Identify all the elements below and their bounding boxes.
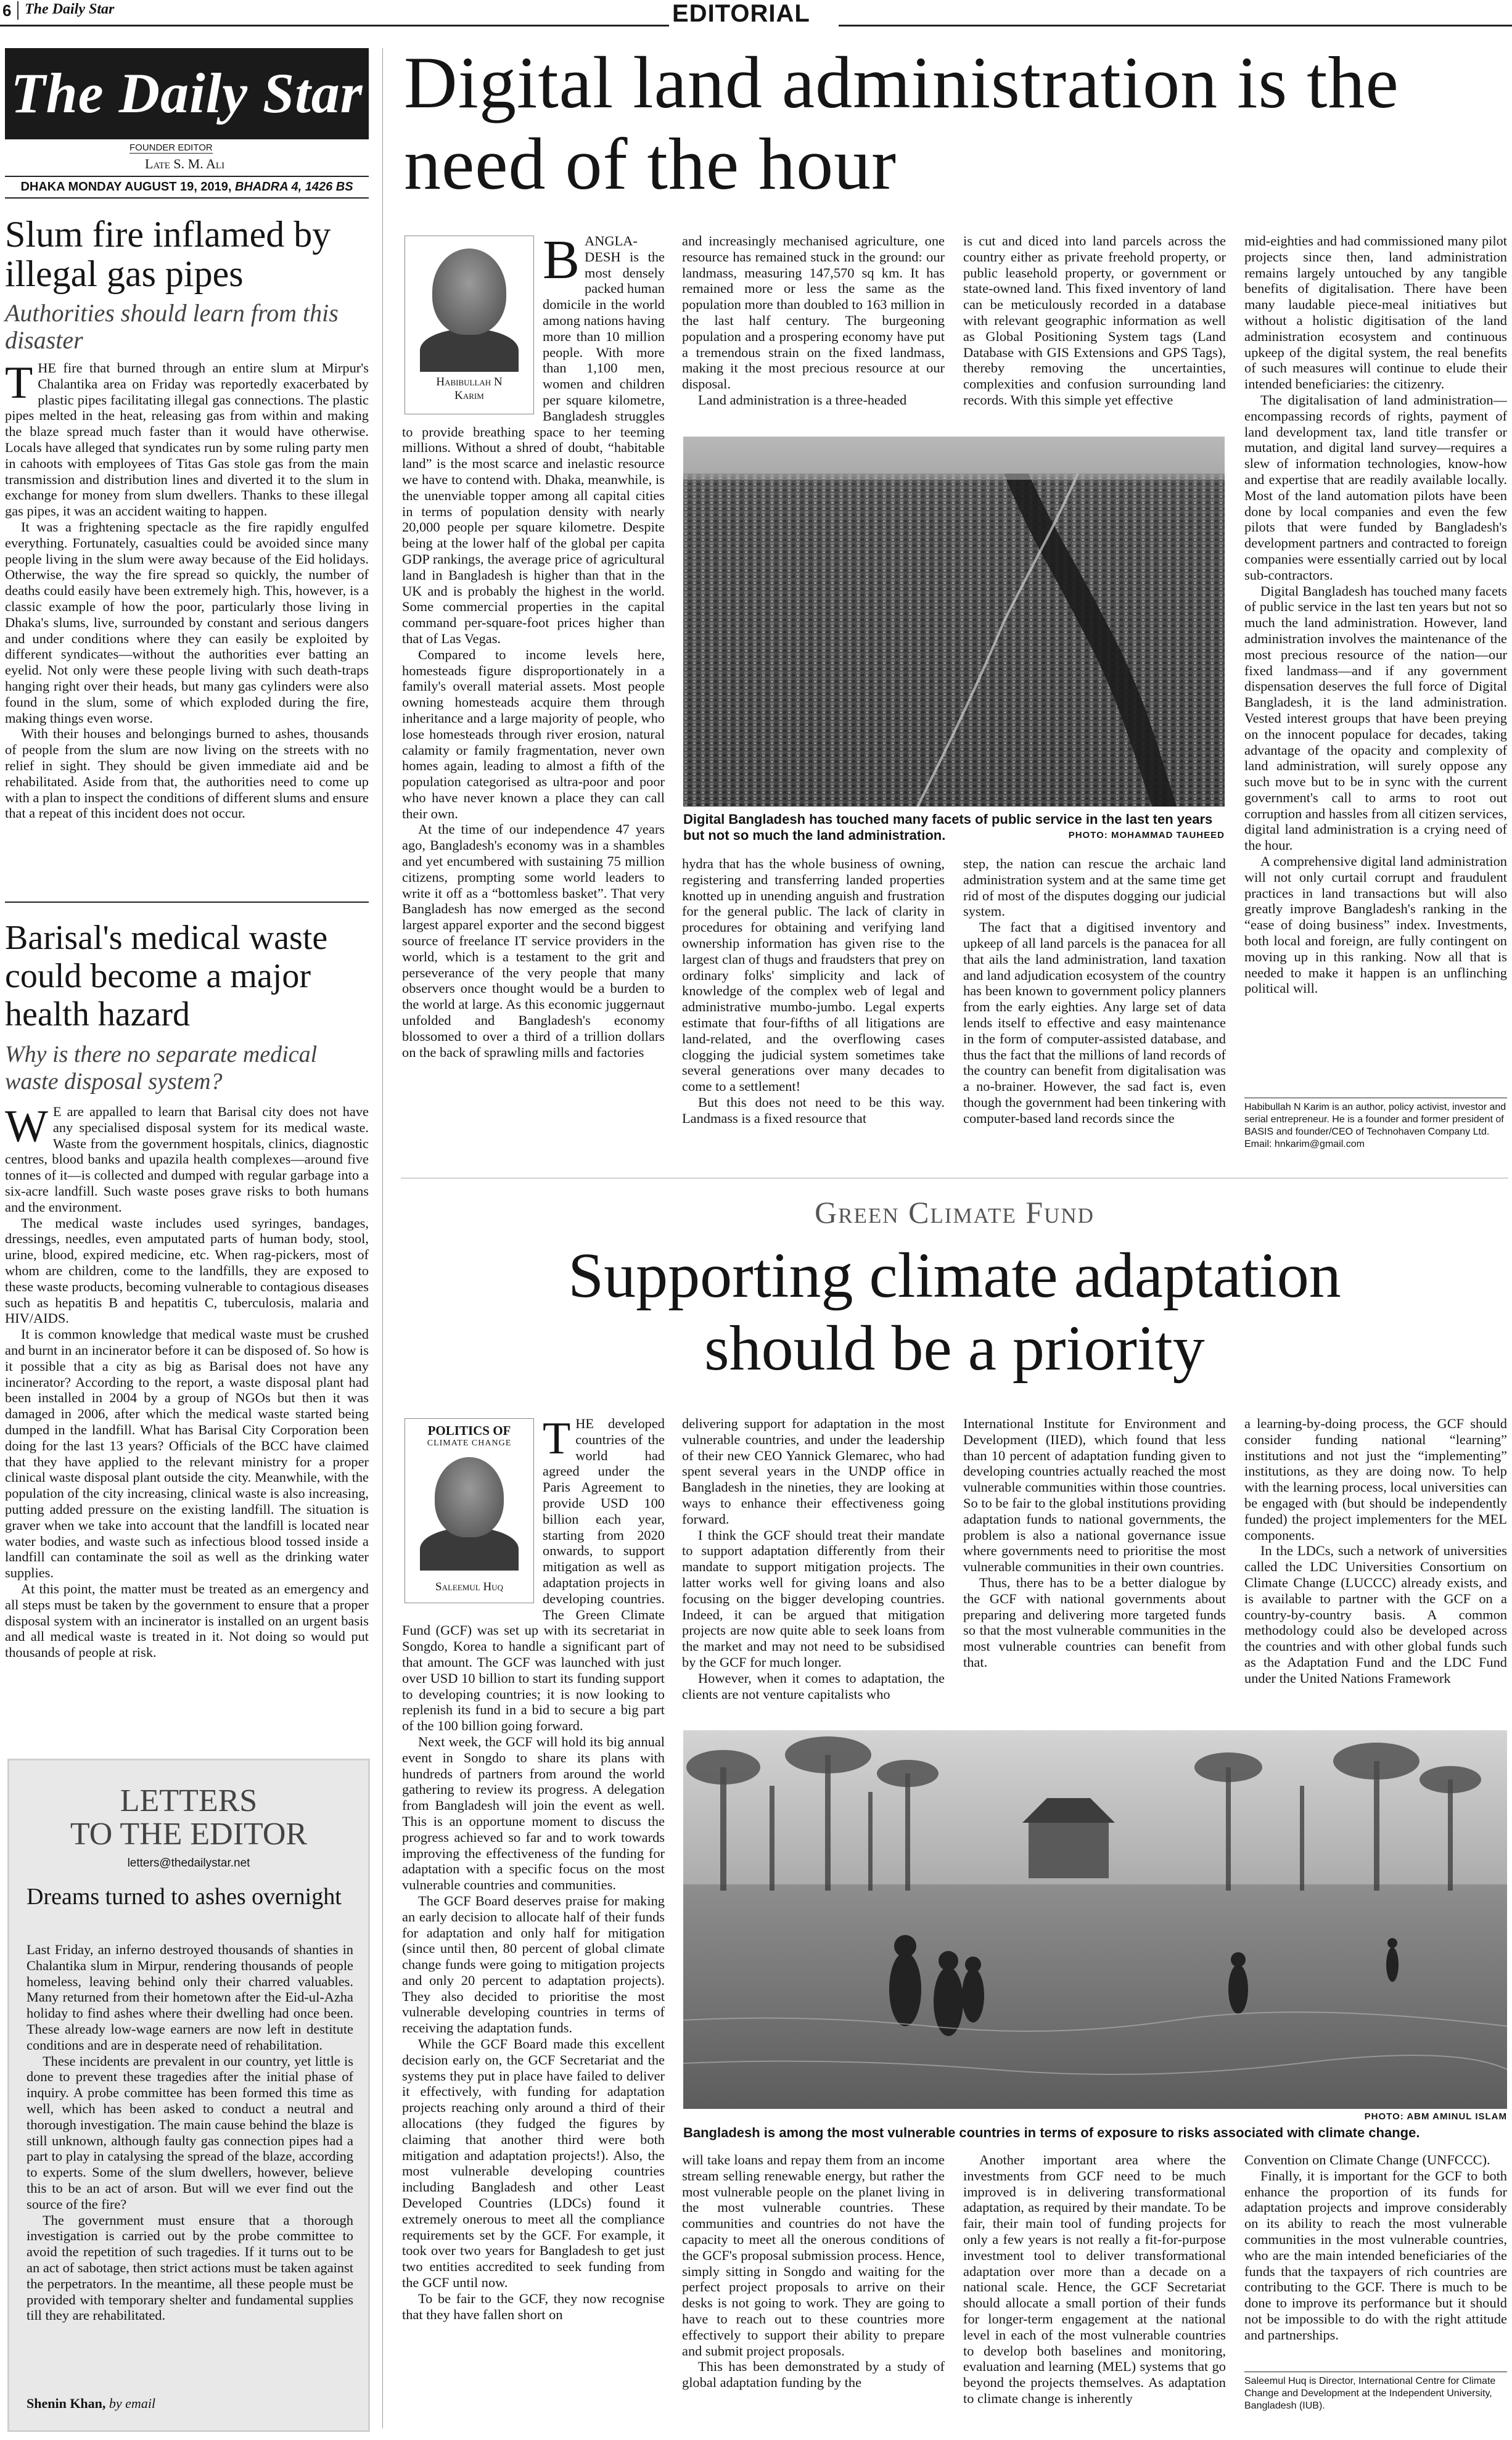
editorial2-dropcap: W: [5, 1104, 48, 1152]
editorial1-title: Slum fire inflamed by illegal gas pipes: [5, 214, 331, 294]
column-label: POLITICS OF: [427, 1423, 511, 1438]
article1-col4: [1244, 233, 1507, 1096]
article2-col3-bottom: [963, 2152, 1226, 2430]
column-label-sub: CLIMATE CHANGE: [427, 1439, 512, 1448]
article2-paragraph: Next week, the GCF will hold its big annual event in Songdo to share its plans with hundreds of partners from around the world gathering to review its progress. A delegation from Bangladesh will join the event as well. This is an opportune moment to discuss the progress achieved so far and to work towards improving the effectiveness of the funding for adaptation with a specific focus on the most vulnerable countries and communities.: [402, 1733, 665, 1893]
article1-title: Digital land administration is the need of the hour: [404, 41, 1399, 205]
article1-paragraph: At the time of our independence 47 years ago, Bangladesh's economy was in a shambles and yet encumbered with sustaining 75 million citizens, prompting some world leaders to write it off as a “bottomless basket”. That very Bangladesh has now emerged as the second largest apparel exporter and the second biggest source of freelance IT service providers in the world, which is a testament to the grit and perseverance of the very people that many observers once thought would be a burden to the world at large. As this economic juggernaut unfolded and Bangladesh's economy blossomed to over a third of a trillion dollars on the back of sprawling mills and factories: [402, 821, 665, 1060]
article1-bio: Habibullah N Karim is an author, policy activist, investor and serial entrepreneur. He is a founder and former president of BASIS and founder/CEO of Technohaven Company Ltd. Email: hnkarim@gmail.com: [1244, 1102, 1506, 1149]
letters-heading-sub: TO THE EDITOR: [70, 1817, 308, 1852]
article1-photo: [683, 437, 1225, 807]
section-label: EDITORIAL: [672, 0, 810, 27]
article2-photo-caption: Bangladesh is among the most vulnerable countries in terms of exposure to risks associated with climate change.: [683, 2125, 1420, 2140]
article2-author: Saleemul Huq: [435, 1580, 503, 1593]
aerial-city-photo: [683, 437, 1225, 807]
editorial1-subtitle: Authorities should learn from this disaster: [5, 299, 339, 354]
article2-paragraph: To be fair to the GCF, they now recognise that they have fallen short on: [402, 2290, 665, 2322]
article1-paragraph: A comprehensive digital land administration will not only curtail corrupt and fraudulent practices in land transactions but will also greatly improve Bangladesh's ranking in the “ease of doing business” index. Investments, both local and foreign, are fully contingent on moving up in this ranking. Now all that is needed to make it happen is an unflinching political will.: [1244, 853, 1507, 996]
article1-paragraph: mid-eighties and had commissioned many pilot projects since then, land administration remains largely untouched by any tangible benefits of digitalisation. There have been many laudable piece-meal initiatives but without a holistic digitisation of the land administration ecosystem and continuous upkeep of the digital system, the real benefits of such measures will continue to elude their intended beneficiaries: the citizenry.: [1244, 233, 1507, 392]
article1-paragraph: But this does not need to be this way. Landmass is a fixed resource that: [682, 1094, 945, 1126]
editorial2-paragraph: The medical waste includes used syringes, bandages, dressings, needles, even amputated parts of human body, stool, urine, blood, expired medicine, etc. When rag-pickers, most of whom are children, come to the landfills, they are exposed to these waste products, becoming vulnerable to contagious diseases such as hepatitis B and hepatitis C, tuberculosis, malaria and HIV/AIDS.: [5, 1215, 369, 1326]
article2-col4-bottom: [1244, 2152, 1507, 2368]
letters-box: [7, 1759, 370, 2432]
flood-photo: [683, 1730, 1507, 2109]
article2-paragraph: Another important area where the investments from GCF need to be much improved is in delivering transformational adaptation, as required by their mandate. To be fair, their main tool of funding projects for only a few years is not really a fit-for-purpose investment tool to deliver transformational adaptation over more than a decade on a national scale. Hence, the GCF Secretariat should allocate a small portion of their funds for longer-term engagement at the national level in each of the most vulnerable countries to develop both baselines and monitoring, evaluation and learning (MEL) systems that go beyond the projects themselves. As adaptation to climate change is inherently: [963, 2152, 1226, 2406]
article1-author-last: Karim: [454, 389, 484, 402]
article1-col3-bottom: [963, 856, 1226, 1164]
article2-col4-top: [1244, 1416, 1507, 1724]
article1-paragraph: The digitalisation of land administration—encompassing records of rights, payment of land development tax, land title transfer or mutation, and digital land survey—requires a slew of information technologies, know-how and expertise that are readily available locally. Most of the land automation pilots have been done by local companies and even the few pilots that were funded by Bangladesh's development partners and contracted to foreign companies were essentially carried out by local sub-contractors.: [1244, 392, 1507, 583]
masthead-logo: The Daily Star: [10, 62, 363, 125]
article2-paragraph: Thus, there has to be a better dialogue by the GCF with national governments about preparing and delivering more targeted funds so that the most vulnerable communities in the most vulnerable countries can benefit from that.: [963, 1574, 1226, 1670]
article1-paragraph: The fact that a digitised inventory and upkeep of all land parcels is the panacea for all that ails the land administration, land taxation and land adjudication ecosystem of the country has been known to government policy planners from the early eighties. Any large set of data lends itself to effective and easy maintenance in the form of computer-assisted database, and thus the fact that the millions of land records of the country can benefit from digitalisation was a no-brainer. However, the sad fact is, even though the government had been tinkering with computer-based land records since the: [963, 919, 1226, 1126]
article1-col1: [402, 233, 665, 1164]
article2-col2-bottom: [682, 2152, 945, 2430]
letters-heading: LETTERS: [120, 1783, 258, 1818]
article2-paragraph: will take loans and repay them from an income stream selling renewable energy, but rather the most vulnerable people on the planet living in the most vulnerable countries. These communities and countries do not have the capacity to meet all the onerous conditions of the GCF's proposal submission process. Hence, simply sitting in Songdo and waiting for the perfect project proposals to arrive on their desks is not going to work. They are going to have to reach out to these countries more effectively to support their ability to prepare and submit project proposals.: [682, 2152, 945, 2359]
page-number: 6: [2, 1, 12, 20]
article2-paragraph: delivering support for adaptation in the most vulnerable countries, and under the leadership of their new CEO Yannick Glemarec, who had spent several years in the UNDP office in Bangladesh in the nineties, they are looking at ways to enhance their effectiveness going forward.: [682, 1416, 945, 1527]
column-divider: [382, 48, 383, 2428]
article2-title: [401, 1239, 1508, 1385]
article2-paragraph: Finally, it is important for the GCF to both enhance the proportion of its funds for adaptation projects and improve considerably on its ability to reach the most vulnerable communities in the most vulnerable countries, who are the main intended beneficiaries of the funds that the taxpayers of rich countries are contributing to the GCF. There is much to be done to improve its performance but it should not be impossible to do with the right attitude and partnerships.: [1244, 2167, 1507, 2343]
article1-paragraph: Land administration is a three-headed: [698, 392, 907, 408]
article1-paragraph: is cut and diced into land parcels across the country either as private freehold property, or public leasehold property, or government or state-owned land. This fixed inventory of land can be meticulously recorded in a database with relevant geographic information as well as Global Positioning System tags (Land Database with GIS Extensions and GPS Tags), thereby removing the uncertainties, complexities and confusion surrounding land records. With this simple yet effective: [963, 233, 1226, 408]
article2-bio: Saleemul Huq is Director, International Centre for Climate Change and Development at the Independent University, Bangladesh (IUB).: [1244, 2376, 1496, 2411]
article2-title-line2: should be a priority: [704, 1313, 1205, 1384]
article1-col2-bottom: [682, 856, 945, 1164]
article1-paragraph: Compared to income levels here, homesteads figure disproportionately in a family's overall material assets. Most people owning homesteads acquire them through inheritance and a large majority of people, who lose homesteads through river erosion, natural calamity or family fragmentation, never own homes again, leading to almost a fifth of the population categorised as ultra-poor and poor who have never known a place they can call their own.: [402, 646, 665, 821]
dateline-rule-top: [5, 176, 369, 177]
article1-photo-caption: Digital Bangladesh has touched many facets of public service in the last ten years but not so much the land administration.: [683, 811, 1213, 843]
article2-dropcap: T: [543, 1416, 571, 1464]
article2-title-line1: Supporting climate adaptation: [568, 1240, 1341, 1311]
letter-signoff-via: by email: [109, 2396, 156, 2411]
header-rule-right: [839, 25, 1512, 27]
editorial2-subtitle: Why is there no separate medical waste disposal system?: [5, 1041, 318, 1095]
editorial2-body: [5, 1104, 369, 1739]
founder-name: Late S. M. Ali: [145, 156, 225, 171]
letters-email: letters@thedailystar.net: [127, 1857, 250, 1870]
article2-paragraph: However, when it comes to adaptation, the clients are not venture capitalists who: [682, 1670, 945, 1702]
dateline-rule-bottom: [5, 197, 369, 199]
editorial2-title: Barisal's medical waste could become a major health hazard: [5, 919, 328, 1033]
article1-author-first: Habibullah N: [436, 376, 503, 388]
letter-paragraph: Last Friday, an inferno destroyed thousands of shanties in Chalantika slum in Mirpur, rendering thousands of people homeless, leaving behind only their charred valuables. Many returned from their hometown after the Eid-ul-Azha holiday to find ashes where their dwelling had once been. These already low-wage earners are now left in destitute conditions and are in desperate need of rehabilitation.: [27, 1942, 353, 2053]
editorial1-paragraph: HE fire that burned through an entire slum at Mirpur's Chalantika area on Friday was reportedly exacerbated by plastic pipes facilitating illegal gas connections. The plastic pipes melted in the heat, releasing gas from within and making the blaze spread much faster than it would have otherwise. Locals have alleged that syndicates run by some ruling party men in cahoots with employees of Titas Gas stole gas from the main transmission and distribution lines and diverted it to the slum in exchange for money from slum dwellers. Thanks to these illegal gas pipes, it was an accident waiting to happen.: [5, 360, 369, 519]
editorial1-paragraph: With their houses and belongings burned to ashes, thousands of people from the slum are now living on the streets with no relief in sight. They should be given immediate aid and be rehabilitated. Aside from that, the authorities need to come up with a plan to inspect the conditions of different slums and ensure that a repeat of this incident does not occur.: [5, 726, 369, 821]
article2-paragraph: a learning-by-doing process, the GCF should consider funding national “learning” institutions and not just the “implementing” institutions, as they are doing now. To help with the learning process, local universities can be engaged with (but should be independently funded) the project implementers for the MEL components.: [1244, 1416, 1507, 1543]
article2-paragraph: I think the GCF should treat their mandate to support adaptation differently from their mandate to support mitigation projects. The latter works well for giving loans and also focusing on the bigger developing countries. Indeed, it can be argued that mitigation projects are now quite able to seek loans from the market and may not need to be subsidised by the GCF for much longer.: [682, 1527, 945, 1670]
founder-label: FOUNDER EDITOR: [129, 142, 213, 153]
article2-kicker: Green Climate Fund: [815, 1195, 1095, 1230]
article1-paragraph: Digital Bangladesh has touched many facets of public service in the last ten years but not so much the land administration. However, land administration involves the maintenance of the most precious resource of the nation—our fixed landmass—and if any government dispensation deserves the full force of Digital Bangladesh, it is the land administration. Vested interest groups that have been preying on the innocent populace for decades, taking advantage of the opacity and complexity of land administration, will surely oppose any such move but to be in sync with the current government's call to arms to root out corruption and hassles from all citizen services, digital land administration is a crying need of the hour.: [1244, 583, 1507, 853]
article2-paragraph: This has been demonstrated by a study of global adaptation funding by the: [682, 2359, 945, 2391]
dateline: [5, 179, 369, 195]
letter-paragraph: These incidents are prevalent in our country, yet little is done to prevent these tragedies after the initial phase of inquiry. A probe committee has been formed this time as well, which has been asked to conduct a neutral and thorough investigation. The main cause behind the blaze is still unknown, although faulty gas connection pipes had a part to play in catalysing the spread of the blaze, according to experts. Some of the slum dwellers, however, believe this to be an act of arson. But will we ever find out the source of the fire?: [27, 2053, 353, 2212]
masthead-logo-box: [5, 48, 369, 139]
letter-signoff: [27, 2396, 155, 2412]
article2-photo-credit: PHOTO: ABM AMINUL ISLAM: [1364, 2111, 1507, 2122]
dateline-bangla: BHADRA 4, 1426 BS: [234, 180, 353, 194]
header-rule-left: [0, 25, 669, 27]
article2-paragraph: International Institute for Environment and Development (IIED), which found that less than 10 percent of adaptation funding given to developing countries actually reached the most vulnerable communities within those countries. So to be fair to the global institutions providing adaptation funds to national governments, the problem is also a national governance issue where governments need to prioritise the most vulnerable communities in their own countries.: [963, 1416, 1226, 1575]
editorial2-paragraph: E are appalled to learn that Barisal city does not have any specialised disposal system for its medical waste. Waste from the government hospitals, clinics, diagnostic centres, blood banks and upazila health complexes—around five tonnes of it—is collected and dumped with regular garbage into a six-acre landfill. Such waste poses grave risks to both humans and the environment.: [5, 1104, 369, 1215]
editorial-divider: [5, 902, 369, 903]
article2-paragraph: Convention on Climate Change (UNFCCC).: [1244, 2152, 1490, 2167]
editorial2-paragraph: It is common knowledge that medical waste must be crushed and burnt in an incinerator before it can be disposed of. So how is it possible that a city as big as Barisal does not have any incinerator? According to the report, a waste disposal plant had been installed in 2004 by a group of NGOs but then it was damaged in 2006, after which the medical waste started being dumped in the landfill. What has Barisal City Corporation been doing for the last 13 years? Officials of the BCC have claimed that they have applied to the relevant ministry for a proper clinical waste disposal plant outside the city. Meanwhile, with the population of the city increasing, clinical waste is also increasing, putting added pressure on the existing landfill. The situation is graver when we take into account that the landfill is located near water bodies, and waste such as infectious blood tossed inside a landfill can contaminate the soil as well as the drinking water supplies.: [5, 1326, 369, 1581]
letter-signoff-name: Shenin Khan,: [27, 2396, 106, 2411]
article2-paragraph: In the LDCs, such a network of universities called the LDC Universities Consortium on Climate Change (LUCCC) already exists, and is available to partner with the GCF on a country-by-country basis. A common methodology could also be developed across the countries and with other global funds such as the Adaptation Fund and the LDC Fund under the United Nations Framework: [1244, 1543, 1507, 1686]
article2-col3-top: [963, 1416, 1226, 1724]
article1-paragraph: hydra that has the whole business of owning, registering and transferring landed properties knotted up in unending anguish and frustration for the general public. The lack of clarity in procedures for obtaining and verifying land ownership information has given rise to the largest clan of thugs and fraudsters that prey on ordinary folks' simplicity and lack of knowledge of the complex web of legal and administrative mumbo-jumbo. Legal experts estimate that four-fifths of all litigations are land-related, and the overflowing cases clogging the judicial system sometimes take several generations over many decades to come to a settlement!: [682, 856, 945, 1095]
letter-title: Dreams turned to ashes overnight: [27, 1884, 342, 1910]
article2-photo: [683, 1730, 1507, 2109]
editorial1-body: [5, 360, 369, 897]
article1-photo-credit: PHOTO: MOHAMMAD TAUHEED: [1068, 830, 1225, 840]
editorial1-paragraph: It was a frightening spectacle as the fire rapidly engulfed everything. Fortunately, casualties could be avoided since many people living in the slum were away because of the Eid holidays. Otherwise, the way the fire spread so quickly, the number of deaths could easily have been extremely high. This, however, is a classic example of how the poor, particularly those living in Dhaka's slums, live, surrounded by constant and serious dangers and under conditions where they can easily be exploited by different syndicates—without the authorities ever batting an eyelid. Not only were these people living with such death-traps hanging right over their heads, but many gas cylinders were also found in the slum, some of which exploded during the fire, making things even worse.: [5, 519, 369, 726]
article1-col3-top: [963, 233, 1226, 429]
article2-paragraph: While the GCF Board made this excellent decision early on, the GCF Secretariat and the systems they put in place have failed to deliver it effectively, with funding for adaptation projects reaching only around a third of their allocations (they fudged the figures by claiming that another third were both mitigation and adaptation projects!). Also, the most vulnerable developing countries including Bangladesh and other Least Developed Countries (LDCs) found it extremely onerous to meet all the compliance requirements set by the GCF. For example, it took over two years for Bangladesh to get just two entities accredited to seek funding from the GCF until now.: [402, 2036, 665, 2291]
article1-paragraph: ANGLA-DESH is the most densely packed human domicile in the world among nations having more than 10 million people. With more than 1,100 men, women and children per square kilometre, Bangladesh struggles to provide breathing space to her teeming millions. Without a shred of doubt, “habitable land” is the most scarce and inelastic resource we have to contend with. Dhaka, meanwhile, is the unenviable topper among all capital cities in terms of population density with nearly 20,000 people per square kilometre. Despite being at the lower half of the global per capita GDP rankings, the average price of agricultural land in Bangladesh is higher than that in the UK and is probably the highest in the world. Some commercial properties in the capital command per-square-foot prices higher than that of Las Vegas.: [402, 233, 665, 646]
article1-paragraph: step, the nation can rescue the archaic land administration system and at the same time get rid of most of the disputes dogging our judicial system.: [963, 856, 1226, 919]
article1-dropcap: B: [543, 233, 580, 290]
article2-col2-top: [682, 1416, 945, 1724]
editorial2-paragraph: At this point, the matter must be treated as an emergency and all steps must be taken by the government to ensure that a proper disposal system with an incinerator is installed on an urgent basis and all medical waste is treated in it. Not doing so would put thousands of people at risk.: [5, 1580, 369, 1661]
letter-body: [27, 1942, 353, 2392]
header-masthead: The Daily Star: [25, 1, 115, 17]
article2-paragraph: The GCF Board deserves praise for making an early decision to allocate half of their funds for adaptation and only half for mitigation (since until then, 80 percent of global climate change funds were going to mitigation projects and only 20 percent to adaptation projects). They also decided to prioritise the most vulnerable developing countries in terms of receiving the adaptation funds.: [402, 1892, 665, 2036]
article1-paragraph: and increasingly mechanised agriculture, one resource has remained stuck in the ground: our landmass, measuring 147,570 sq km. It has remained more or less the same as the population more than doubled to 163 million in the last half century. The burgeoning population and a prospering economy have put a tremendous strain on the fixed landmass, making it the most precious resource at our disposal.: [682, 233, 945, 392]
editorial1-dropcap: T: [5, 360, 33, 408]
header-divider: [17, 1, 18, 20]
dateline-date: DHAKA MONDAY AUGUST 19, 2019,: [20, 180, 232, 194]
article1-col2-top: [682, 233, 945, 429]
letter-paragraph: The government must ensure that a thorough investigation is carried out by the probe committee to avoid the repetition of such tragedies. If it turns out to be an act of sabotage, then strict actions must be taken against the perpetrators. In the meantime, all these people must be provided with temporary shelter and fundamental supplies till they are rehabilitated.: [27, 2212, 353, 2323]
article2-paragraph: HE developed countries of the world had agreed under the Paris Agreement to provide USD 100 billion each year, starting from 2020 onwards, to support mitigation as well as adaptation projects in developing countries. The Green Climate Fund (GCF) was set up with its secretariat in Songdo, Korea to handle a significant part of that amount. The GCF was launched with just over USD 10 billion to start its funding support to developing countries; it is now looking to replenish its fund in a bid to secure a big part of the 100 billion going forward.: [402, 1416, 665, 1734]
article2-col1: [402, 1416, 665, 2427]
